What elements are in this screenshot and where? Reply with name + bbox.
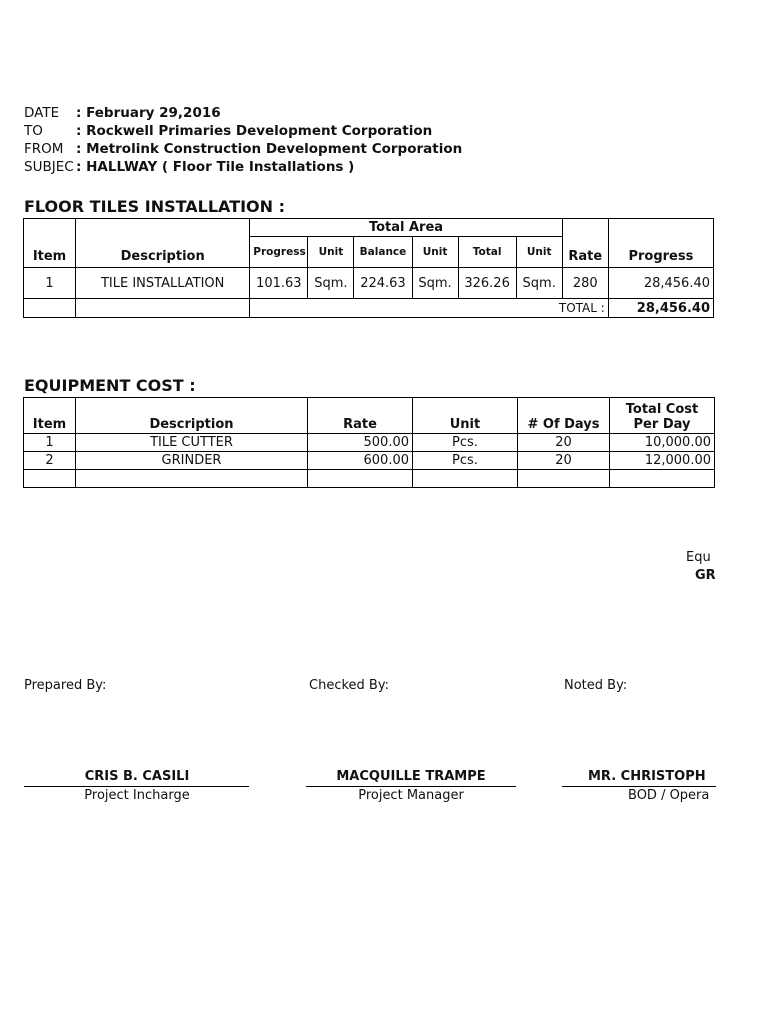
equipment-cost-table [23,397,715,488]
table-row [24,434,715,452]
cell-empty [24,470,76,488]
checked-signature-line [306,786,516,787]
col-header-item: Item [24,398,76,434]
cell-balance-qty: 224.63 [354,268,412,299]
from-row [24,140,744,158]
date-value: : February 29,2016 [76,105,221,121]
cell-progress-amount: 28,456.40 [608,268,713,299]
subject-label: SUBJEC [24,159,74,175]
checked-by-label: Checked By: [309,678,389,693]
cell-total: 12,000.00 [610,452,715,470]
cell-unit: Sqm. [308,268,354,299]
floor-tiles-total-row [24,299,714,318]
table-row [24,470,715,488]
summary-line-1: Equ [686,550,711,565]
cell-rate: 500.00 [308,434,413,452]
col-header-total: Total [458,237,516,268]
cell-item: 1 [24,434,76,452]
table-row [24,452,715,470]
noted-by-name: MR. CHRISTOPH [588,769,706,784]
noted-signature-block [562,760,716,820]
cell-empty [308,470,413,488]
col-header-days: # Of Days [518,398,610,434]
cell-days: 20 [518,434,610,452]
cell-rate: 280 [562,268,608,299]
col-header-progress-qty: Progress [250,237,308,268]
col-header-unit: Unit [308,237,354,268]
col-header-rate: Rate [308,398,413,434]
subject-row [24,158,744,176]
col-header-unit: Unit [516,237,562,268]
cell-description: TILE INSTALLATION [76,268,250,299]
from-value: : Metrolink Construction Development Corporation [76,141,463,157]
col-header-total-cost-line-2: Per Day [633,417,691,432]
to-row [24,122,744,140]
col-header-item: Item [24,219,76,268]
col-header-unit: Unit [412,237,458,268]
checked-by-role: Project Manager [358,788,464,803]
memo-header [24,104,744,179]
col-header-total-area: Total Area [250,219,562,237]
cell-unit: Sqm. [412,268,458,299]
cell-empty [24,299,76,318]
cell-total: 10,000.00 [610,434,715,452]
floor-tiles-header-row-1 [24,219,714,237]
prepared-by-label: Prepared By: [24,678,107,693]
floor-tiles-table [23,218,714,318]
cell-empty [76,299,250,318]
cell-total-qty: 326.26 [458,268,516,299]
col-header-total-cost [610,398,715,434]
checked-by-name: MACQUILLE TRAMPE [336,769,486,784]
summary-clipped [686,550,716,590]
total-label: TOTAL : [250,299,609,318]
col-header-rate: Rate [562,219,608,268]
col-header-balance: Balance [354,237,412,268]
cell-unit: Pcs. [413,434,518,452]
table-row [24,268,714,299]
equipment-cost-title: EQUIPMENT COST : [24,376,196,395]
noted-by-role: BOD / Opera [628,788,710,803]
cell-description: GRINDER [76,452,308,470]
cell-description: TILE CUTTER [76,434,308,452]
from-label: FROM [24,141,64,157]
summary-line-2: GR [695,568,716,583]
cell-item: 2 [24,452,76,470]
prepared-by-name: CRIS B. CASILI [84,769,190,784]
date-label: DATE [24,105,60,121]
cell-empty [610,470,715,488]
subject-value: : HALLWAY ( Floor Tile Installations ) [76,159,355,175]
cell-item: 1 [24,268,76,299]
to-value: : Rockwell Primaries Development Corporation [76,123,433,139]
col-header-description: Description [76,398,308,434]
total-value: 28,456.40 [608,299,713,318]
equipment-header-row [24,398,715,434]
prepared-signature-line [24,786,249,787]
cell-empty [413,470,518,488]
cell-days: 20 [518,452,610,470]
noted-signature-line [562,786,716,787]
date-row [24,104,744,122]
col-header-total-cost-line-1: Total Cost [625,402,699,417]
noted-by-label: Noted By: [564,678,628,693]
cell-progress-qty: 101.63 [250,268,308,299]
to-label: TO [24,123,43,139]
cell-empty [76,470,308,488]
cell-unit: Sqm. [516,268,562,299]
prepared-by-role: Project Incharge [84,788,190,803]
col-header-progress: Progress [608,219,713,268]
floor-tiles-title: FLOOR TILES INSTALLATION : [24,197,286,216]
cell-unit: Pcs. [413,452,518,470]
col-header-description: Description [76,219,250,268]
cell-empty [518,470,610,488]
col-header-unit: Unit [413,398,518,434]
cell-rate: 600.00 [308,452,413,470]
